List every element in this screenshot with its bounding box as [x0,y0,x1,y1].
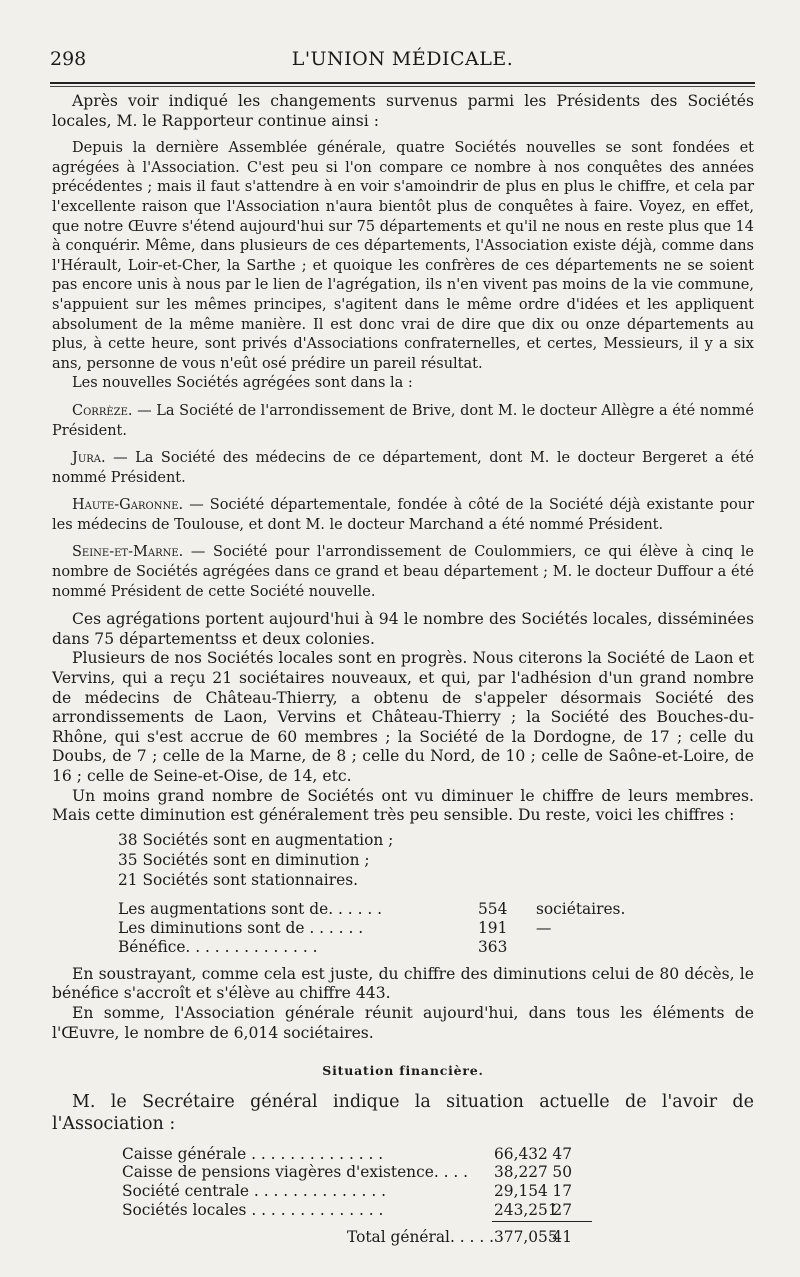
account-row [122,1163,754,1182]
account-row [122,1182,754,1201]
entry-correze [52,402,754,441]
account-cents: 17 [552,1181,572,1200]
account-row [122,1201,754,1220]
paragraph: M. le Secrétaire général indique la situation actuelle de l'avoir de l'Association : [52,1091,754,1134]
paragraph: Les nouvelles Sociétés agrégées sont dans la : [72,375,413,392]
total-amount: 377,055 [494,1228,558,1247]
paragraph: En somme, l'Association générale réunit aujourd'hui, dans tous les éléments de l'Œuvre, le nombre de 6,014 sociétaires. [52,1003,754,1042]
page-number: 298 [50,48,87,70]
member-tallies [118,900,754,957]
body-text [52,92,754,1247]
quoted-paragraph: Depuis la dernière Assemblée générale, quatre Sociétés nouvelles se sont fondées et agrégées à l'Association. C'est peu si l'on compare ce nombre à nos conquêtes des années précédentes ; mais il faut s'attendre à en voir s'amoindrir de plus en plus le chiffre, et cela par l'excellente raison que l'Association n'aura bientôt plus de conquêtes à faire. Voyez, en effet, que notre Œuvre s'étend aujourd'hui sur 75 départements et qu'il ne nous en reste plus que 14 à conquérir. Même, dans plusieurs de ces départements, l'Association existe déjà, comme dans l'Hérault, Loir-et-Cher, la Sarthe ; et quoique les confrères de ces départements ne se soient pas encore unis à nous par le lien de l'agrégation, ils n'en vivent pas moins de la vie commune, s'appuient sur les mêmes principes, s'agitent dans le même ordre d'idées et les appliquent absolument de la même manière. Il est donc vrai de dire que dix ou onze départements au plus, à cette heure, sont privés d'Associations confraternelles, et certes, Messieurs, il y a six ans, personne de vous n'eût osé prédire un pareil résultat. [52,140,754,372]
entry-text: — Société pour l'arrondissement de Coulommiers, ce qui élève à cinq le nombre de Sociétés agrégées dans ce grand et beau département ; M. le docteur Duffour a été nommé Président de cette Société nouvelle. [52,544,754,600]
entry-name: Seine-et-Marne. [72,544,184,561]
paragraph: Un moins grand nombre de Sociétés ont vu diminuer le chiffre de leurs membres. Mais cette diminution est généralement très peu sensible. Du reste, voici les chiffres : [52,786,754,825]
account-cents: 47 [552,1144,572,1163]
tally-label: Les diminutions sont de . . . . . . [118,918,364,937]
entry-seine-et-marne [52,543,754,602]
header-rule [50,82,755,84]
account-label: Société centrale . . . . . . . . . . . . . . [122,1181,387,1200]
account-label: Caisse générale . . . . . . . . . . . . . . [122,1144,384,1163]
entry-text: — Société départementale, fondée à côté de la Société déjà existante pour les médecins de Toulouse, et dont M. le docteur Marchand a été nommé Président. [52,497,754,533]
account-cents: 50 [552,1163,572,1182]
entry-text: — La Société de l'arrondissement de Brive, dont M. le docteur Allègre a été nommé Président. [52,402,754,439]
tally-row [118,900,754,919]
entry-text: — La Société des médecins de ce département, dont M. le docteur Bergeret a été nommé Président. [52,450,754,486]
total-cents: 41 [552,1228,572,1247]
running-title: L'UNION MÉDICALE. [291,48,514,70]
account-label: Caisse de pensions viagères d'existence. . . . [122,1163,469,1182]
page-header [50,48,755,78]
entry-name: Haute-Garonne. [72,497,184,514]
paragraph: Ces agrégations portent aujourd'hui à 94 le nombre des Sociétés locales, disséminées dans 75 départementss et deux colonies. [52,610,754,648]
paragraph: En soustrayant, comme cela est juste, du chiffre des diminutions celui de 80 décès, le bénéfice s'accroît et s'élève au chiffre 443. [52,964,754,1003]
account-label: Sociétés locales . . . . . . . . . . . . . . [122,1200,384,1219]
accounts-table [122,1145,754,1247]
entry-name: Corrèze. [72,402,133,419]
account-amount: 38,227 [494,1163,548,1182]
list-item: 38 Sociétés sont en augmentation ; [118,830,394,849]
tally-row [118,919,754,938]
entry-name: Jura. [72,450,106,467]
tally-value: 363 [478,937,508,956]
header-rule-thin [50,86,755,87]
tally-value: 554 [478,899,508,918]
entry-haute-garonne [52,496,754,535]
list-item: 21 Sociétés sont stationnaires. [118,870,358,889]
total-label: Total général. . . . . [347,1228,494,1247]
society-counts-list [118,830,754,890]
tally-label: Bénéfice. . . . . . . . . . . . . . [118,937,318,956]
account-row [122,1145,754,1164]
section-title: Situation financière. [322,1063,484,1079]
list-item: 35 Sociétés sont en diminution ; [118,850,370,869]
tally-row [118,938,754,957]
paragraph: Après voir indiqué les changements survenus parmi les Présidents des Sociétés locales, M. le Rapporteur continue ainsi : [52,92,754,130]
account-cents: 27 [552,1200,572,1219]
paragraph: Plusieurs de nos Sociétés locales sont en progrès. Nous citerons la Société de Laon et Vervins, qui a reçu 21 sociétaires nouveaux, et qui, par l'adhésion d'un grand nombre de médecins de Château-Thierry, a obtenu de s'appeler désormais Société des arrondissements de Laon, Vervins et Château-Thierry ; la Société des Bouches-du-Rhône, qui s'est accrue de 60 membres ; la Société de la Dordogne, de 17 ; celle du Doubs, de 7 ; celle de la Marne, de 8 ; celle du Nord, de 10 ; celle de Saône-et-Loire, de 16 ; celle de Seine-et-Oise, de 14, etc. [52,649,754,785]
account-amount: 29,154 [494,1181,548,1200]
account-total-row [122,1228,754,1247]
account-amount: 66,432 [494,1144,548,1163]
tally-unit: sociétaires. [536,899,626,918]
tally-unit: — [536,918,552,937]
total-rule [492,1221,592,1222]
account-amount: 243,251 [494,1200,558,1219]
entry-jura [52,449,754,488]
tally-value: 191 [478,918,508,937]
tally-label: Les augmentations sont de. . . . . . [118,899,383,918]
